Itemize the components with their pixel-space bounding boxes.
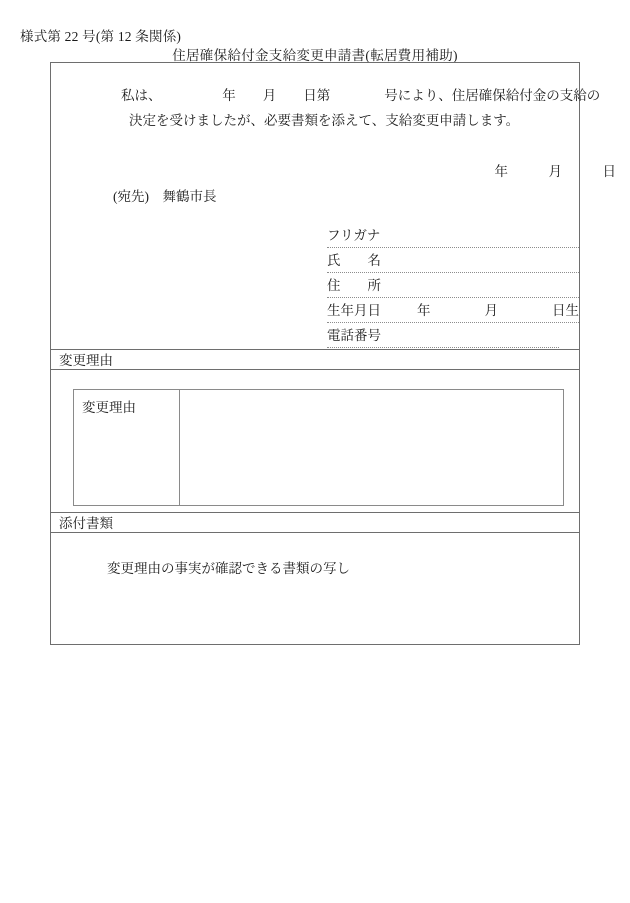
statement-block: [121, 83, 613, 133]
field-row-furigana[interactable]: [327, 223, 579, 248]
field-row-address[interactable]: [327, 273, 579, 298]
field-label-phone: 電話番号: [327, 328, 381, 343]
form-number: 様式第 22 号(第 12 条関係): [20, 29, 182, 44]
field-label-name: 氏 名: [327, 253, 381, 268]
attachment-item: 変更理由の事実が確認できる書類の写し: [107, 561, 350, 576]
reason-table: [73, 389, 564, 506]
field-birthdate-units: 年 月 日生: [417, 303, 579, 318]
submission-date-line[interactable]: 年 月 日: [494, 164, 616, 179]
section-header-attachments: 添付書類: [51, 512, 579, 533]
field-row-phone[interactable]: [327, 323, 559, 348]
reason-table-entry[interactable]: [180, 390, 563, 505]
field-row-name[interactable]: [327, 248, 579, 273]
reason-table-label: 変更理由: [74, 390, 180, 505]
field-label-furigana: フリガナ: [327, 228, 381, 243]
applicant-info-block: [327, 223, 579, 348]
form-outer-frame: [50, 62, 616, 645]
addressee-line: (宛先) 舞鶴市長: [113, 189, 217, 204]
field-row-birthdate[interactable]: [327, 298, 579, 323]
field-label-birthdate: 生年月日: [327, 303, 381, 318]
statement-line-1: 私は、 年 月 日第 号により、住居確保給付金の支給の: [121, 88, 601, 103]
section-header-reason: 変更理由: [51, 349, 579, 370]
page-title: 住居確保給付金支給変更申請書(転居費用補助): [172, 48, 458, 63]
statement-line-2: 決定を受けましたが、必要書類を添えて、支給変更申請します。: [129, 113, 520, 128]
field-label-address: 住 所: [327, 278, 381, 293]
